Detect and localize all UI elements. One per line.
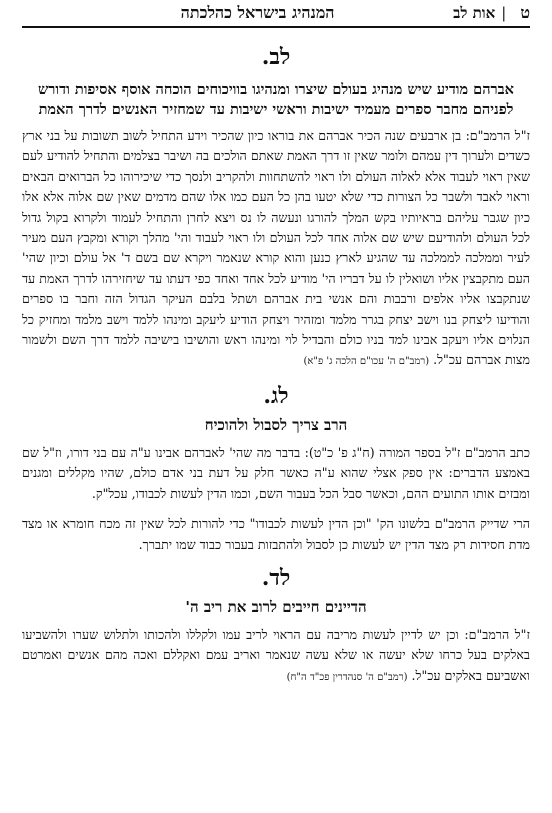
section-number: לב. (261, 44, 291, 70)
header-letter: אות לב (453, 4, 496, 22)
page (22, 0, 530, 813)
header-page-info (453, 3, 530, 23)
section-32 (22, 44, 530, 373)
section-number: לד. (261, 564, 291, 591)
section-34 (22, 565, 530, 688)
section-paragraph: ז"ל הרמב"ם: וכן יש לדיין לעשות מריבה עם הראוי לריב עמו ולקללו ולהכותו ולתלוש שערו ולהשביעו באלקים בעל כרחו שלא יעשה או שלא עשה שנאמר ואריב עמם ואקללם ואכה מהם אנשים ואמרטם ואשביעם באלקים עכ"ל. (רמב"ם ה' סנהדרין פכ"ד ה"ח) (22, 626, 530, 683)
page-number: ט (520, 3, 530, 22)
section-heading: הרב צריך לסבול ולהוכיח (204, 415, 348, 434)
section-heading: הדיינים חייבים לרוב את ריב ה' (185, 597, 367, 616)
section-33 (22, 383, 530, 555)
section-paragraph: ז"ל הרמב"ם: בן ארבעים שנה הכיר אברהם את בוראו כיון שהכיר וידע התחיל לשוב תשובות על בני ארץ כשדים ולערוך דין עמהם ולומר שאין זו דרך האמת שאתם הולכים בה ושיבר בצלמים והתחיל להודיע לעם שאין ראוי לעבוד אלא לאלוה העולם ולו ראוי להשתחוות ולהקריב ולנסך כדי שיכירוהו כל הברואים הבאים וראוי לאבד ולשבר כל הצורות כדי שלא יטעו בהן כל העם כמו אלו שהם מדמים שאין שם אלוה אלא אלו כיון שגבר עליהם בראיותיו בקש המלך להורגו ונעשה לו נס ויצא לחרן והתחיל לעמוד ולקרוא בקול גדול לכל העולם ולהודיעם שיש שם אלוה אחד לכל העולם ולו ראוי לעבוד והי' מהלך וקורא ומקבץ העם מעיר לעיר וממלכה לממלכה עד שהגיע לארץ כנען והוא קורא שנאמר ויקרא שם בשם ד' אל עולם וכיון שהי' העם מתקבצין אליו ושואלין לו על דבריו הי' מודיע לכל אחד ואחד כפי דעתו עד שיחזירהו לדרך האמת עד שנתקבצו אליו אלפים ורבבות והם אנשי בית אברהם ושתל בלבם העיקר הגדול הזה וחבר בו ספרים והודיעו ליצחק בנו וישב יצחק בגרר מלמד ומזהיר ויצחק הודיע ליעקב ומינהו ללמד וישב מלמד ומחזיק כל הנלוים אליו ויעקב אבינו למד בניו כולם והבדיל לוי ומינהו ראש והושיבו בישיבה ללמד דרך השם ולשמור מצות אברהם עכ"ל. (רמב"ם ה' עכו"ם הלכה ג' פ"א) (22, 128, 530, 368)
section-number: לג. (263, 382, 289, 409)
section-paragraph: כתב הרמב"ם ז"ל בספר המורה (ח"ג פ' כ"ט): בדבר מה שהי' לאברהם אבינו ע"ה עם בני דורו, וז"ל שם באמצע הדברים: אין ספק אצלי שהוא ע"ה כאשר חלק על דעת בני אדם כולם, שהיו מקללים ומגנים ומבזים אותו התועים ההם, וכאשר סבל הכל בעבור השם, וכמו הדין לעשות לכבודו, עכל"ק. (22, 444, 530, 501)
book-title: המנהיג בישראל כהלכתה (180, 3, 335, 22)
section-paragraph: הרי שדייק הרמב"ם בלשונו הק' "וכן הדין לעשות לכבודו" כדי להורות לכל שאין זה מכח חומרא או מצד מדת חסידות רק מצד הדין יש לעשות כן לסבול ולהתבזות בעבור כבוד שמו יתברך. (22, 516, 530, 552)
section-heading: אברהם מודיע שיש מנהיג בעולם שיצרו ומנהיגו בוויכוחים הוכחה אוסף אסיפות ודורש לפניהם מחבר ספרים מעמיד ישיבות וראשי ישיבות עד שמחזיר האנשים לדרך האמת (38, 81, 514, 118)
source-citation: (רמב"ם ה' סנהדרין פכ"ד ה"ח) (286, 671, 408, 683)
header-separator: | (501, 4, 507, 22)
source-citation: (רמב"ם ה' עכו"ם הלכה ג' פ"א) (303, 356, 430, 368)
running-header (22, 0, 530, 28)
